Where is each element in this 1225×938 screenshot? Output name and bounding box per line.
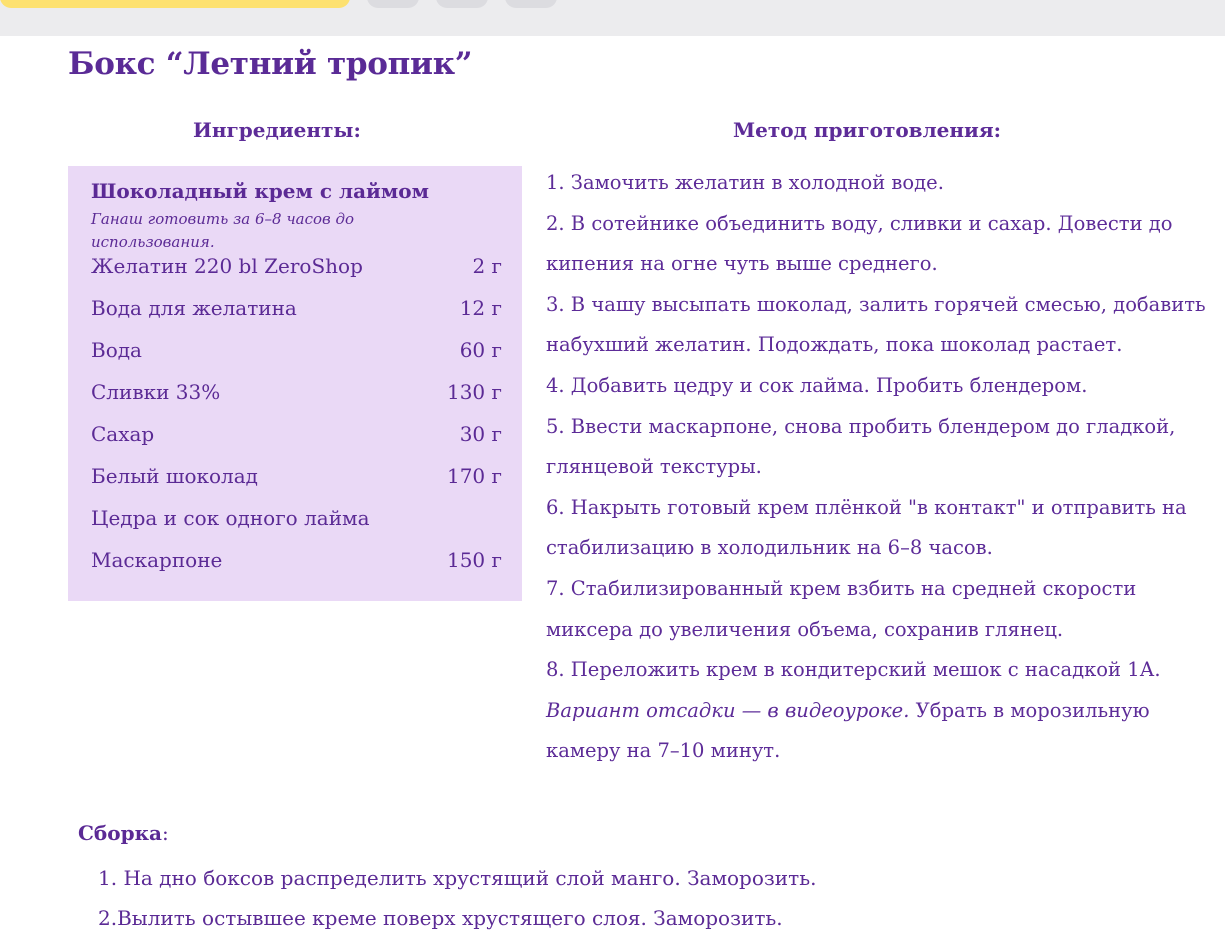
ingredient-row — [91, 294, 502, 336]
assembly-heading — [78, 818, 169, 848]
assembly-step: 2.Вылить остывшее креме поверх хрустящего слоя. Заморозить. — [98, 906, 783, 930]
ingredient-name: Белый шоколад — [91, 464, 258, 488]
method-step: 3. В чашу высыпать шоколад, залить горячей смесью, добавить набухший желатин. Подождать, пока шоколад растает. — [546, 292, 1206, 357]
method-step: 5. Ввести маскарпоне, снова пробить блендером до гладкой, глянцевой текстуры. — [546, 414, 1176, 479]
method-heading: Метод приготовления: — [733, 118, 1002, 142]
ingredient-name: Маскарпоне — [91, 548, 223, 572]
method-step — [546, 650, 1206, 772]
method-step: 7. Стабилизированный крем взбить на средней скорости миксера до увеличения объема, сохранив глянец. — [546, 576, 1137, 641]
method-steps — [546, 163, 1206, 772]
tab[interactable] — [367, 0, 419, 8]
ingredient-row — [91, 420, 502, 462]
assembly-step: 1. На дно боксов распределить хрустящий слой манго. Заморозить. — [98, 866, 817, 890]
assembly-title: Сборка — [78, 821, 162, 845]
ingredient-amount: 150 г — [446, 548, 502, 572]
page-title: Бокс “Летний тропик” — [68, 46, 473, 82]
video-note: Вариант отсадки — в видеоуроке. — [546, 698, 910, 722]
ingredient-row — [91, 252, 502, 294]
tab[interactable] — [436, 0, 488, 8]
method-step: 2. В сотейнике объединить воду, сливки и сахар. Довести до кипения на огне чуть выше среднего. — [546, 211, 1173, 276]
ingredient-amount: 170 г — [446, 464, 502, 488]
method-step: 1. Замочить желатин в холодной воде. — [546, 171, 944, 194]
method-step: 4. Добавить цедру и сок лайма. Пробить блендером. — [546, 373, 1088, 397]
ingredients-note: Ганаш готовить за 6–8 часов до использования. — [91, 210, 355, 251]
ingredient-row — [91, 546, 502, 588]
ingredient-row — [91, 378, 502, 420]
tab[interactable] — [505, 0, 557, 8]
assembly-colon: : — [161, 821, 169, 845]
method-step-text: 8. Переложить крем в кондитерский мешок с насадкой 1А. — [546, 658, 1161, 682]
ingredient-name: Желатин 220 bl ZeroShop — [91, 254, 363, 278]
ingredient-row — [91, 462, 502, 504]
ingredient-list — [91, 252, 502, 588]
ingredient-name: Сливки 33% — [91, 380, 221, 404]
ingredient-amount: 30 г — [459, 422, 502, 446]
ingredient-name: Вода — [91, 338, 142, 362]
assembly-steps — [98, 858, 816, 938]
method-step: 6. Накрыть готовый крем плёнкой "в контакт" и отправить на стабилизацию в холодильник на 6–8 часов. — [546, 495, 1187, 560]
ingredient-row — [91, 336, 502, 378]
ingredient-amount: 60 г — [459, 338, 502, 362]
ingredient-name: Вода для желатина — [91, 296, 297, 320]
ingredients-box — [68, 166, 522, 601]
ingredients-section-title: Шоколадный крем с лаймом — [91, 179, 429, 203]
ingredient-row — [91, 504, 502, 546]
ingredient-amount: 130 г — [446, 380, 502, 404]
active-tab[interactable] — [0, 0, 350, 8]
ingredient-name: Сахар — [91, 422, 155, 446]
ingredients-heading: Ингредиенты: — [193, 118, 361, 142]
ingredient-amount: 12 г — [459, 296, 502, 320]
ingredient-amount: 2 г — [472, 254, 502, 278]
browser-tab-bar — [0, 0, 1225, 36]
method-step-tail: Убрать в морозильную камеру на 7–10 минут. — [546, 698, 1150, 763]
ingredient-name: Цедра и сок одного лайма — [91, 506, 370, 530]
